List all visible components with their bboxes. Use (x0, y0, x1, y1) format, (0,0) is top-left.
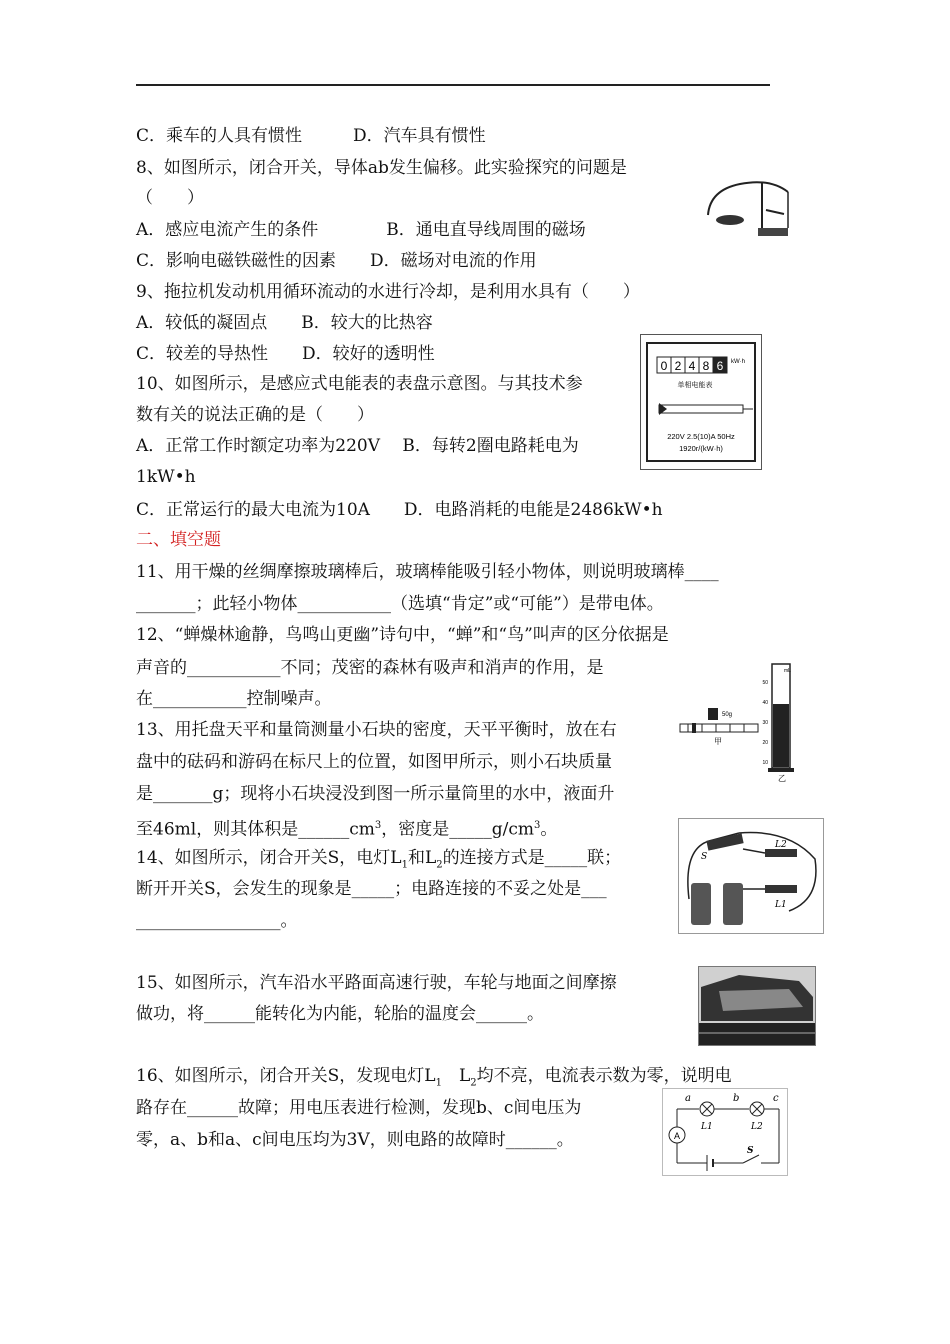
header-rule (136, 84, 770, 86)
energy-meter-figure (640, 334, 762, 470)
q10-stem-2: 数有关的说法正确的是（ ） (136, 405, 374, 425)
meter-digit-3: 4 (688, 359, 696, 373)
meter-digit-4: 8 (702, 359, 710, 373)
label-switch: S (747, 1146, 754, 1156)
cylinder-unit: mL (784, 668, 791, 674)
meter-digit-1: 0 (660, 359, 668, 373)
q8-options-cd: C．影响电磁铁磁性的因素 D．磁场对电流的作用 (136, 251, 537, 271)
meter-spec-2: 1920r/(kW·h) (679, 444, 723, 453)
q14-line-3: _________________。 (136, 911, 298, 931)
q10-stem-1: 10、如图所示，是感应式电能表的表盘示意图。与其技术参 (136, 374, 583, 394)
q15-line-1: 15、如图所示，汽车沿水平路面高速行驶，车轮与地面之间摩擦 (136, 973, 617, 993)
label-jia: 甲 (714, 737, 722, 746)
point-c: c (773, 1093, 779, 1104)
label-l1: L1 (701, 1122, 713, 1132)
q13-line-3: 是_______g；现将小石块浸没到图一所示量筒里的水中，液面升 (136, 784, 615, 804)
q7-options-cd: C．乘车的人具有惯性 D．汽车具有惯性 (136, 126, 486, 146)
q8-paren: （ ） (136, 188, 204, 208)
q10-option-b-cont: 1kW•h (136, 467, 196, 487)
meter-digit-5: 6 (716, 359, 724, 373)
tick-40: 40 (762, 700, 768, 706)
label-l2: L2 (751, 1122, 763, 1132)
q8-stem: 8、如图所示，闭合开关，导体ab发生偏移。此实验探究的问题是 (136, 158, 627, 178)
label-s: S (701, 852, 708, 862)
meter-spec-1: 220V 2.5(10)A 50Hz (667, 432, 735, 441)
point-b: b (733, 1093, 740, 1104)
q14-line-1: 14、如图所示，闭合开关S，电灯$L_1$和$L_2$的连接方式是_____联； (136, 848, 622, 871)
q13-line-2: 盘中的砝码和游码在标尺上的位置，如图甲所示，则小石块质量 (136, 752, 612, 772)
q16-line-1: 16、如图所示，闭合开关S，发现电灯$L_1$ $L_2$均不亮，电流表示数为零，说明电 (136, 1066, 732, 1089)
label-l1: L1 (775, 900, 787, 910)
q14-line-2: 断开开关S，会发生的现象是_____；电路连接的不妥之处是___ (136, 879, 607, 899)
balance-cylinder-figure (678, 660, 798, 784)
q8-options-ab: A．感应电流产生的条件 B．通电直导线周围的磁场 (136, 220, 586, 240)
q9-stem: 9、拖拉机发动机用循环流动的水进行冷却，是利用水具有（ ） (136, 282, 640, 302)
q10-options-cd: C．正常运行的最大电流为10A D．电路消耗的电能是2486kW•h (136, 500, 663, 520)
meter-name: 单相电能表 (677, 382, 713, 389)
label-yi: 乙 (778, 774, 786, 783)
tick-20: 20 (762, 740, 768, 746)
q11-line-2: _______；此轻小物体___________（选填“肯定”或“可能”）是带电体。 (136, 594, 664, 614)
label-l2: L2 (775, 840, 787, 850)
q11-line-1: 11、用干燥的丝绸摩擦玻璃棒后，玻璃棒能吸引轻小物体，则说明玻璃棒____ (136, 562, 719, 582)
ammeter-label: A (673, 1131, 681, 1141)
q15-line-2: 做功，将______能转化为内能，轮胎的温度会______。 (136, 1004, 544, 1024)
tick-10: 10 (762, 760, 768, 766)
q9-options-cd: C．较差的导热性 D．较好的透明性 (136, 344, 435, 364)
q8-apparatus-figure (700, 170, 795, 245)
meter-digit-2: 2 (674, 359, 682, 373)
q9-options-ab: A．较低的凝固点 B．较大的比热容 (136, 313, 433, 333)
meter-unit: kW·h (731, 359, 745, 365)
q16-circuit-figure (662, 1088, 788, 1176)
weight-label: 50g (722, 712, 733, 718)
q12-line-3: 在___________控制噪声。 (136, 689, 332, 709)
q16-line-3: 零，a、b和a、c间电压均为3V，则电路的故障时______。 (136, 1130, 574, 1150)
section-title: 二、填空题 (136, 530, 221, 550)
tick-30: 30 (762, 720, 768, 726)
tick-50: 50 (762, 680, 768, 686)
q14-circuit-figure (678, 818, 824, 934)
q16-line-2: 路存在______故障；用电压表进行检测，发现b、c间电压为 (136, 1098, 582, 1118)
q13-line-1: 13、用托盘天平和量筒测量小石块的密度，天平平衡时，放在右 (136, 720, 617, 740)
q10-options-ab: A．正常工作时额定功率为220V B．每转2圈电路耗电为 (136, 436, 579, 456)
car-photo-figure (698, 966, 816, 1046)
q12-line-1: 12、“蝉燥林逾静，鸟鸣山更幽”诗句中，“蝉”和“鸟”叫声的区分依据是 (136, 625, 669, 645)
q13-line-4: 至46ml，则其体积是$\_\_\_\_\_\_cm^3$，密度是$\_\_\_\_\_g/cm^3$。 (136, 819, 558, 840)
q12-line-2: 声音的___________不同；茂密的森林有吸声和消声的作用，是 (136, 658, 604, 678)
point-a: a (685, 1093, 691, 1104)
